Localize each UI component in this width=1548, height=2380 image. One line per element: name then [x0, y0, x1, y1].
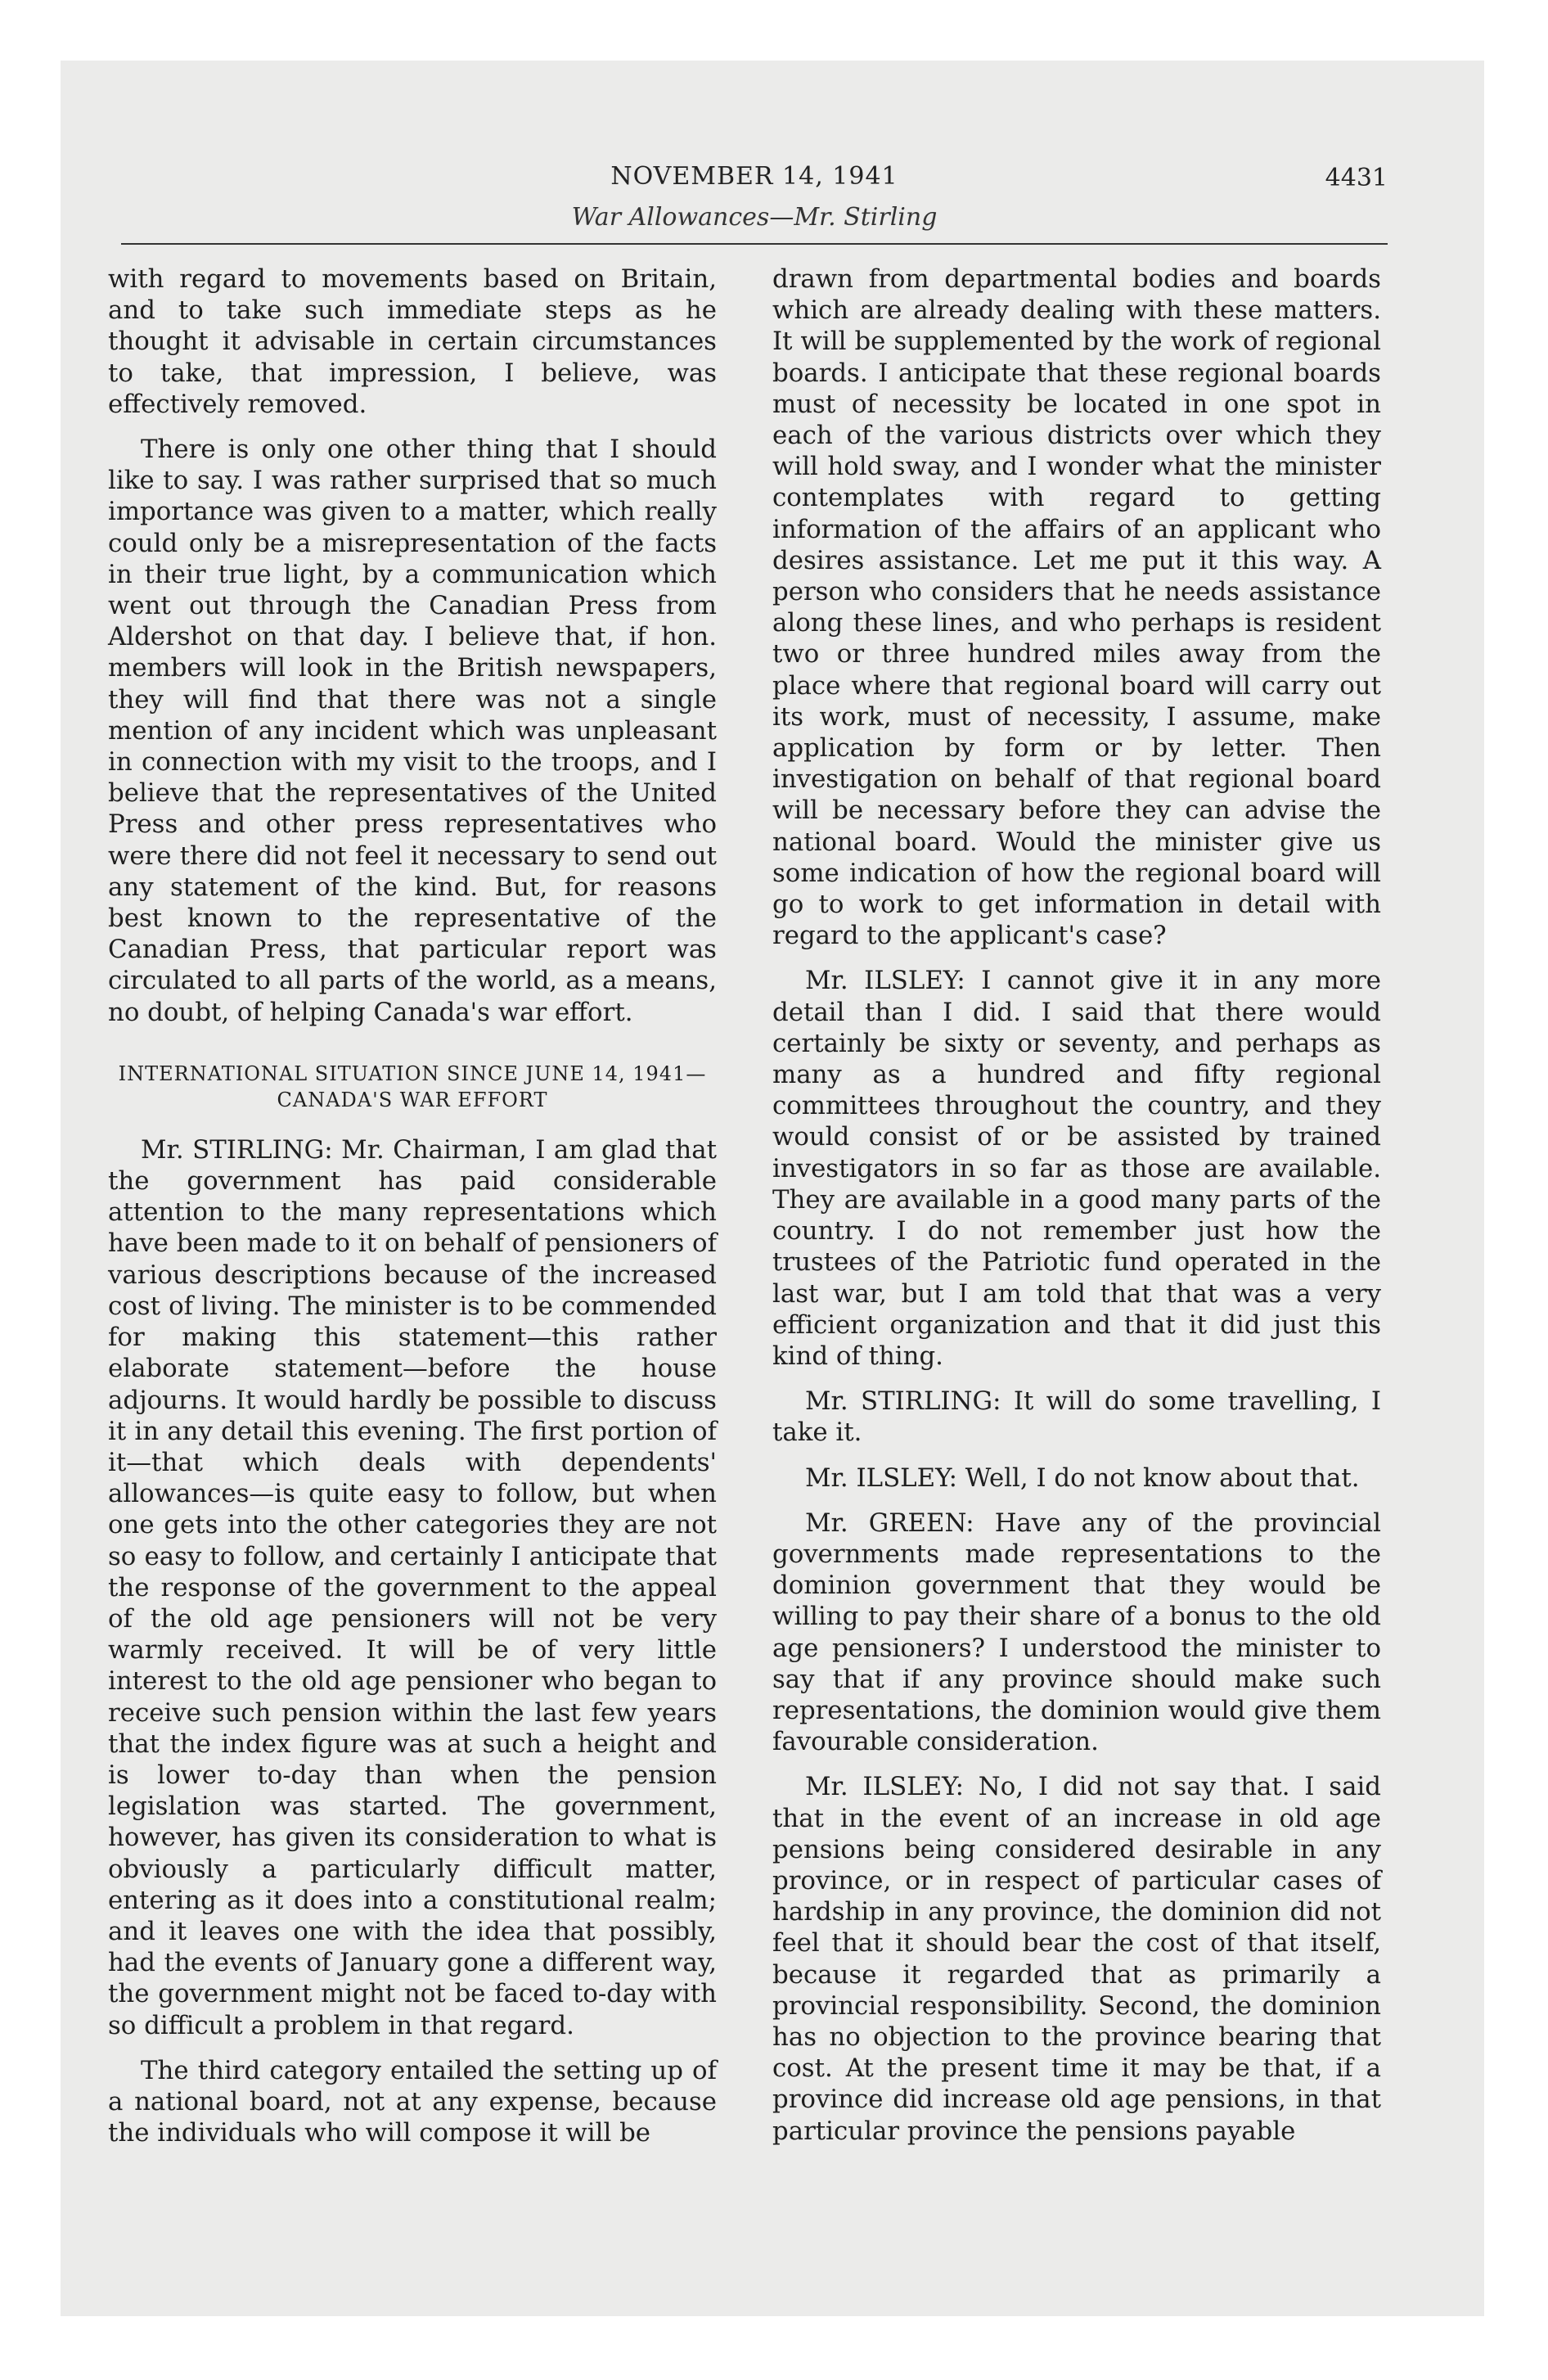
paragraph: [772, 1771, 1381, 2146]
paragraph: [108, 1134, 717, 2041]
speaker-name: Mr. GREEN:: [805, 1508, 974, 1538]
page-number: 4431: [1325, 164, 1388, 192]
speech-text: Well, I do not know about that.: [965, 1463, 1360, 1493]
paragraph: [772, 1386, 1381, 1448]
subheading-line: CANADA'S WAR EFFORT: [277, 1088, 548, 1111]
paragraph: [772, 1463, 1381, 1494]
paragraph: [772, 1508, 1381, 1758]
speaker-name: Mr. ILSLEY:: [805, 1463, 957, 1493]
subheading-line: INTERNATIONAL SITUATION SINCE JUNE 14, 1941—: [118, 1062, 707, 1085]
paragraph: The third category entailed the setting up of a national board, not at any expense, because the individuals who will compose it will be: [108, 2055, 717, 2148]
speech-text: Have any of the provincial governments made representations to the dominion government that they would be willing to pay their share of a bonus to the old age pensioners? I understood the minister to say that if any province should make such representations, the dominion would give them favourable consideration.: [772, 1508, 1381, 1757]
section-title: War Allowances—Mr. Stirling: [571, 203, 938, 232]
paragraph: with regard to movements based on Britain, and to take such immediate steps as he thought it advisable in certain circumstances to take, that impression, I believe, was effectively removed.: [108, 264, 717, 419]
paragraph: drawn from departmental bodies and boards which are already dealing with these matters. It will be supplemented by the work of regional boards. I anticipate that these regional boards must of necessity be located in one spot in each of the various districts over which they will hold sway, and I wonder what the minister contemplates with regard to getting information of the affairs of an applicant who desires assistance. Let me put it this way. A person who considers that he needs assistance along these lines, and who perhaps is resident two or three hundred miles away from the place where that regional board will carry out its work, must of necessity, I assume, make application by form or by letter. Then investigation on behalf of that regional board will be necessary before they can advise the national board. Would the minister give us some indication of how the regional board will go to work to get information in detail with regard to the applicant's case?: [772, 264, 1381, 951]
page-header: [121, 156, 1388, 246]
speaker-name: Mr. ILSLEY:: [805, 966, 965, 996]
speech-text: Mr. Chairman, I am glad that the government has paid considerable attention to the many representations which have been made to it on behalf of pensioners of various descriptions because of the increased cost of living. The minister is to be commended for making this statement—this rather elaborate statement—before the house adjourns. It would hardly be possible to discuss it in any detail this evening. The first portion of it—that which deals with dependents' allowances—is quite easy to follow, but when one gets into the other categories they are not so easy to follow, and certainly I anticipate that the response of the government to the appeal of the old age pensioners will not be very warmly received. It will be of very little interest to the old age pensioner who began to receive such pension within the last few years that the index figure was at such a height and is lower to-day than when the pension legislation was started. The government, however, has given its consideration to what is obviously a particularly difficult matter, entering as it does into a constitutional realm; and it leaves one with the idea that possibly, had the events of January gone a different way, the government might not be faced to-day with so difficult a problem in that regard.: [108, 1134, 718, 2040]
speech-text: No, I did not say that. I said that in the event of an increase in old age pensions being considered desirable in any province, or in respect of particular cases of hardship in any province, the dominion did not feel that it should bear the cost of that itself, because it regarded that as primarily a provincial responsibility. Second, the dominion has no objection to the province bearing that cost. At the present time it may be that, if a province did increase old age pensions, in that particular province the pensions payable: [772, 1772, 1381, 2146]
speech-text: It will do some travelling, I take it.: [772, 1386, 1382, 1448]
subheading: [108, 1061, 717, 1113]
speech-text: I cannot give it in any more detail than I did. I said that there would certainly be sixty or seventy, and perhaps as many as a hundred and fifty regional committees throughout the country, and they would consist of or be assisted by trained investigators in so far as those are available. They are available in a good many parts of the country. I do not remember just how the trustees of the Patriotic fund operated in the last war, but I am told that that was a very efficient organization and that it did just this kind of thing.: [772, 966, 1382, 1371]
paragraph: [772, 965, 1381, 1372]
right-column: [772, 264, 1381, 2161]
header-rule: [121, 243, 1388, 245]
paragraph: There is only one other thing that I should like to say. I was rather surprised that so much importance was given to a matter, which really could only be a misrepresentation of the facts in their true light, by a communication which went out through the Canadian Press from Aldershot on that day. I believe that, if hon. members will look in the British newspapers, they will find that there was not a single mention of any incident which was unpleasant in connection with my visit to the troops, and I believe that the representatives of the United Press and other press representatives who were there did not feel it necessary to send out any statement of the kind. But, for reasons best known to the representative of the Canadian Press, that particular report was circulated to all parts of the world, as a means, no doubt, of helping Canada's war effort.: [108, 435, 717, 1027]
left-column: [108, 264, 717, 2162]
speaker-name: Mr. STIRLING:: [141, 1134, 333, 1165]
speaker-name: Mr. STIRLING:: [805, 1386, 1001, 1417]
header-date: NOVEMBER 14, 1941: [610, 162, 898, 191]
speaker-name: Mr. ILSLEY:: [805, 1772, 964, 1802]
